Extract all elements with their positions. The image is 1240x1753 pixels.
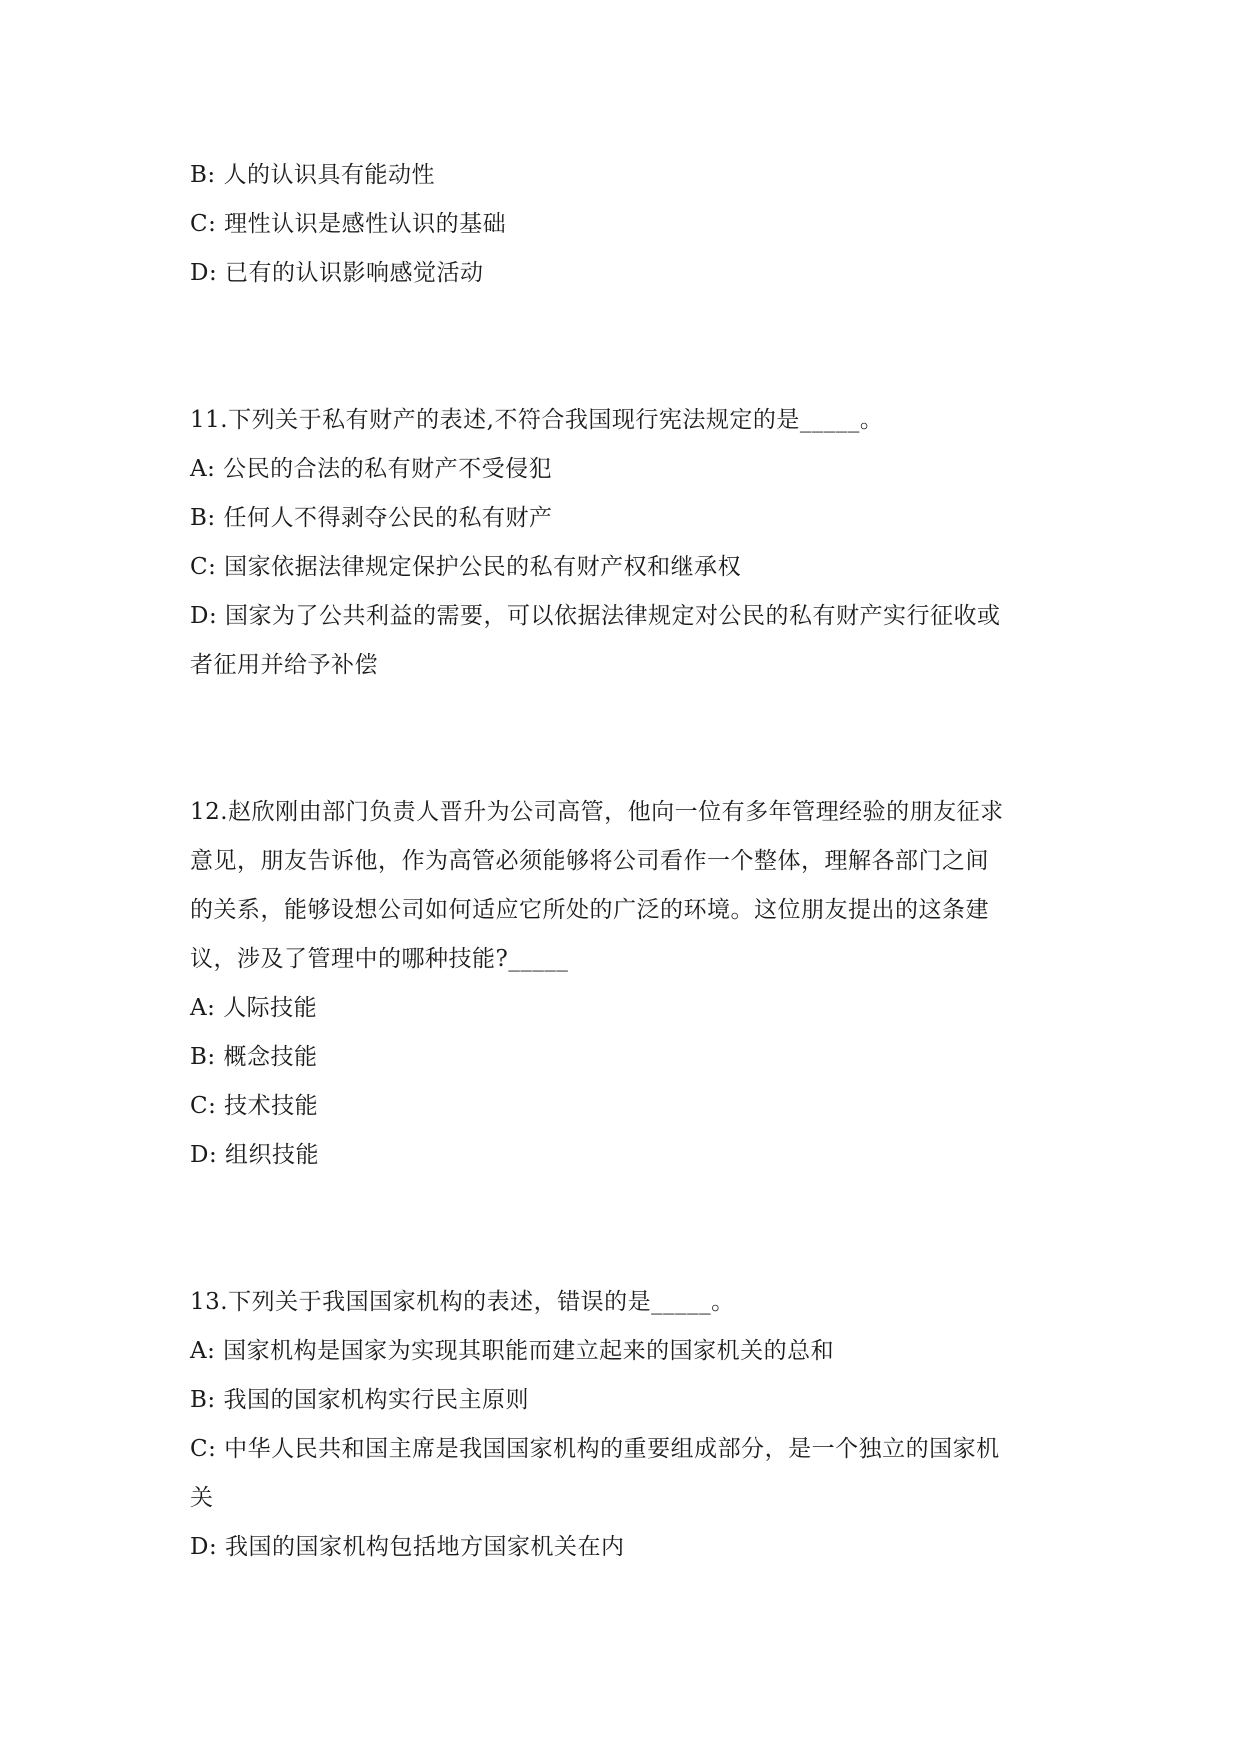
q13-option-c-line-2: 关 [190, 1485, 214, 1511]
q13-option-a: A: 国家机构是国家为实现其职能而建立起来的国家机关的总和 [190, 1338, 835, 1364]
q12-option-b: B: 概念技能 [190, 1044, 318, 1070]
q11-option-d-line-1: D: 国家为了公共利益的需要，可以依据法律规定对公民的私有财产实行征收或 [190, 603, 1001, 629]
q10-option-b: B: 人的认识具有能动性 [190, 162, 435, 188]
q12-option-d: D: 组织技能 [190, 1142, 320, 1168]
q11-stem-line-1: 11.下列关于私有财产的表述,不符合我国现行宪法规定的是_____。 [190, 407, 884, 433]
q13-stem-line-1: 13.下列关于我国国家机构的表述，错误的是_____。 [190, 1289, 735, 1315]
q10-option-d: D: 已有的认识影响感觉活动 [190, 260, 484, 286]
q12-stem-line-4: 议，涉及了管理中的哪种技能?_____ [190, 946, 569, 972]
q13-option-b: B: 我国的国家机构实行民主原则 [190, 1387, 529, 1413]
q13-option-d: D: 我国的国家机构包括地方国家机关在内 [190, 1534, 625, 1560]
q12-stem-line-2: 意见，朋友告诉他，作为高管必须能够将公司看作一个整体，理解各部门之间 [190, 848, 989, 874]
q11-option-b: B: 任何人不得剥夺公民的私有财产 [190, 505, 553, 531]
q13-option-c-line-1: C: 中华人民共和国主席是我国国家机构的重要组成部分，是一个独立的国家机 [190, 1436, 1000, 1462]
q11-option-c: C: 国家依据法律规定保护公民的私有财产权和继承权 [190, 554, 742, 580]
q12-stem-line-3: 的关系，能够设想公司如何适应它所处的广泛的环境。这位朋友提出的这条建 [190, 897, 989, 923]
q12-option-a: A: 人际技能 [190, 995, 318, 1021]
q12-stem-line-1: 12.赵欣刚由部门负责人晋升为公司高管，他向一位有多年管理经验的朋友征求 [190, 799, 1004, 825]
q10-option-c: C: 理性认识是感性认识的基础 [190, 211, 507, 237]
q11-option-d-line-2: 者征用并给予补偿 [190, 652, 378, 678]
q12-option-c: C: 技术技能 [190, 1093, 319, 1119]
q11-option-a: A: 公民的合法的私有财产不受侵犯 [190, 456, 553, 482]
